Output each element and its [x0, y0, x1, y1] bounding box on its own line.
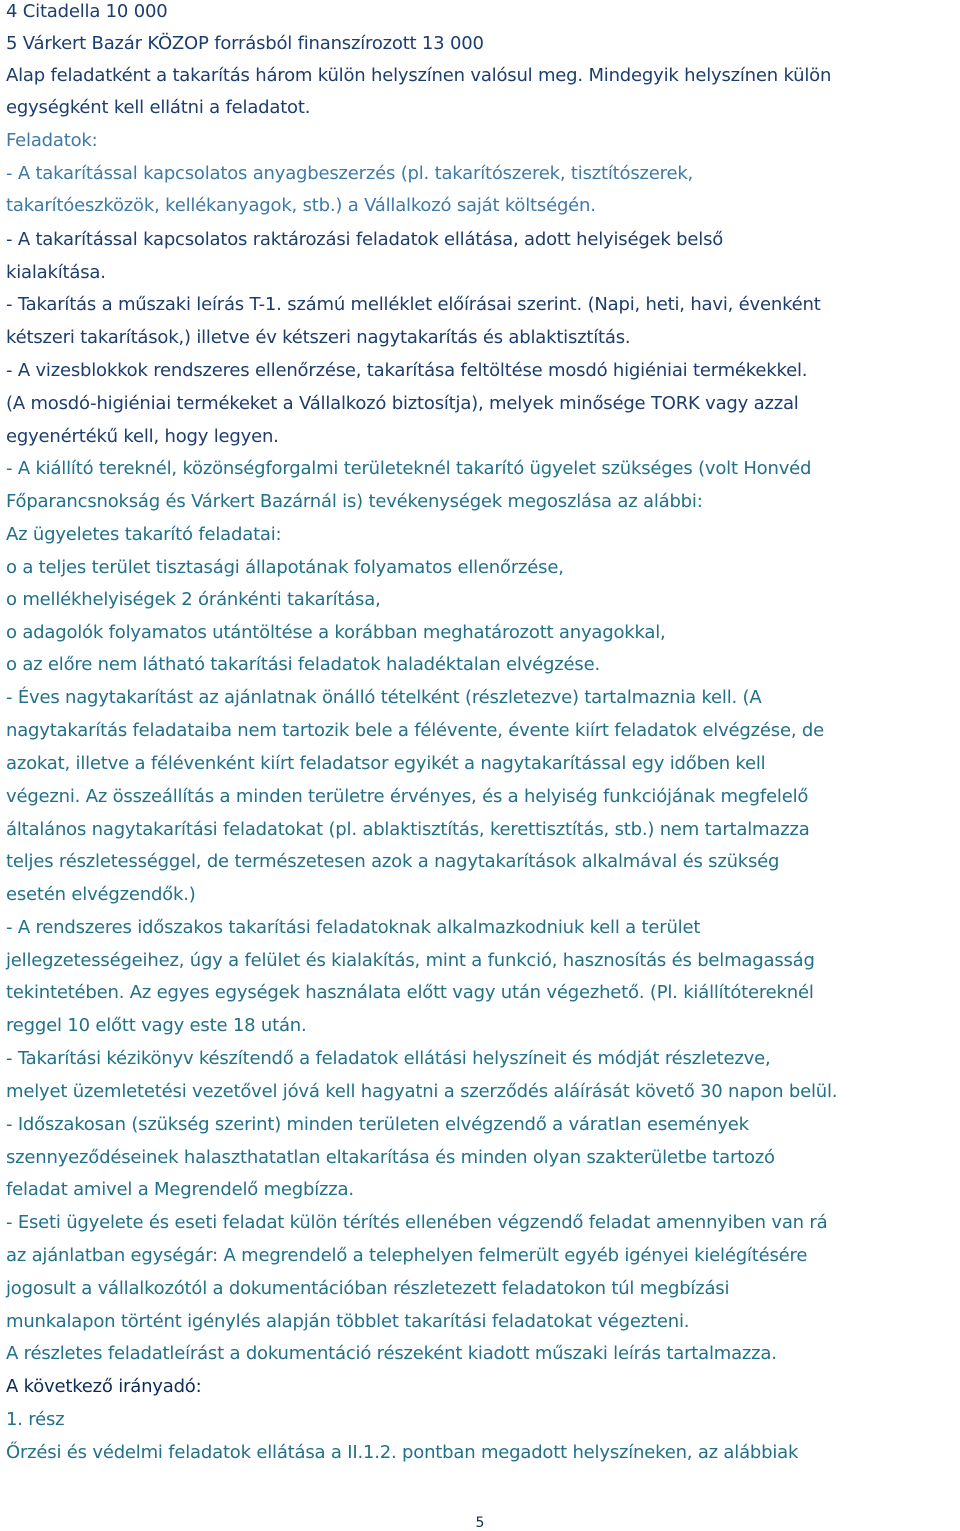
- text-line: takarítóeszközök, kellékanyagok, stb.) a Vállalkozó saját költségén.: [6, 195, 596, 216]
- text-line: melyet üzemletetési vezetővel jóvá kell hagyatni a szerződés aláírását követő 30 napon belül.: [6, 1081, 838, 1102]
- text-line: 4 Citadella 10 000: [6, 1, 168, 22]
- text-line: o az előre nem látható takarítási feladatok haladéktalan elvégzése.: [6, 654, 600, 675]
- text-line: nagytakarítás feladataiba nem tartozik bele a félévente, évente kiírt feladatok elvégzése, de: [6, 720, 824, 741]
- text-line: az ajánlatban egységár: A megrendelő a telephelyen felmerült egyéb igényei kielégítésére: [6, 1245, 808, 1266]
- text-line: reggel 10 előtt vagy este 18 után.: [6, 1015, 307, 1036]
- text-line: Őrzési és védelmi feladatok ellátása a II.1.2. pontban megadott helyszíneken, az alábbiak: [6, 1442, 799, 1463]
- text-line: 5 Várkert Bazár KÖZOP forrásból finanszírozott 13 000: [6, 33, 484, 54]
- text-line: o mellékhelyiségek 2 óránkénti takarítása,: [6, 589, 381, 610]
- text-line: (A mosdó-higiéniai termékeket a Vállalkozó biztosítja), melyek minősége TORK vagy azzal: [6, 393, 799, 414]
- text-line: - Takarítás a műszaki leírás T-1. számú melléklet előírásai szerint. (Napi, heti, havi, évenként: [6, 294, 821, 315]
- text-line: A következő irányadó:: [6, 1376, 202, 1397]
- text-line: - Takarítási kézikönyv készítendő a feladatok ellátási helyszíneit és módját részletezve,: [6, 1048, 771, 1069]
- text-line: - A vizesblokkok rendszeres ellenőrzése, takarítása feltöltése mosdó higiéniai termékekkel.: [6, 360, 808, 381]
- text-line: Az ügyeletes takarító feladatai:: [6, 524, 282, 545]
- text-line: végezni. Az összeállítás a minden területre érvényes, és a helyiség funkciójának megfelelő: [6, 786, 809, 807]
- text-line: általános nagytakarítási feladatokat (pl. ablaktisztítás, kerettisztítás, stb.) nem tartalmazza: [6, 819, 810, 840]
- text-line: esetén elvégzendők.): [6, 884, 196, 905]
- text-line: jogosult a vállalkozótól a dokumentációban részletezett feladatokon túl megbízási: [6, 1278, 730, 1299]
- text-line: A részletes feladatleírást a dokumentáció részeként kiadott műszaki leírás tartalmazza.: [6, 1343, 777, 1364]
- text-line: kialakítása.: [6, 262, 106, 283]
- text-line: Feladatok:: [6, 130, 98, 151]
- text-line: o adagolók folyamatos utántöltése a korábban meghatározott anyagokkal,: [6, 622, 666, 643]
- text-line: - A rendszeres időszakos takarítási feladatoknak alkalmazkodniuk kell a terület: [6, 917, 701, 938]
- text-line: - Eseti ügyelete és eseti feladat külön térítés ellenében végzendő feladat amennyiben van rá: [6, 1212, 828, 1233]
- text-line: teljes részletességgel, de természetesen azok a nagytakarítások alkalmával és szükség: [6, 851, 780, 872]
- text-line: munkalapon történt igénylés alapján többlet takarítási feladatokat végezteni.: [6, 1311, 690, 1332]
- text-line: Főparancsnokság és Várkert Bazárnál is) tevékenységek megoszlása az alábbi:: [6, 491, 703, 512]
- text-line: jellegzetességeihez, úgy a felület és kialakítás, mint a funkció, hasznosítás és belmagasság: [6, 950, 815, 971]
- page-number: 5: [475, 1515, 485, 1531]
- text-line: o a teljes terület tisztasági állapotának folyamatos ellenőrzése,: [6, 557, 564, 578]
- text-line: - Éves nagytakarítást az ajánlatnak önálló tételként (részletezve) tartalmaznia kell. (A: [6, 687, 762, 708]
- text-line: azokat, illetve a félévenként kiírt feladatsor egyikét a nagytakarítással egy időben kell: [6, 753, 766, 774]
- text-line: - A takarítással kapcsolatos raktározási feladatok ellátása, adott helyiségek belső: [6, 229, 724, 250]
- text-line: tekintetében. Az egyes egységek használata előtt vagy után végezhető. (Pl. kiállítótereknél: [6, 982, 814, 1003]
- text-line: szennyeződéseinek halaszthatatlan eltakarítása és minden olyan szakterületbe tartozó: [6, 1147, 775, 1168]
- text-line: egységként kell ellátni a feladatot.: [6, 97, 311, 118]
- text-line: 1. rész: [6, 1409, 65, 1430]
- text-line: Alap feladatként a takarítás három külön helyszínen valósul meg. Mindegyik helyszínen külön: [6, 65, 832, 86]
- text-line: feladat amivel a Megrendelő megbízza.: [6, 1179, 354, 1200]
- text-line: - A kiállító tereknél, közönségforgalmi területeknél takarító ügyelet szükséges (volt Honvéd: [6, 458, 812, 479]
- text-line: kétszeri takarítások,) illetve év kétszeri nagytakarítás és ablaktisztítás.: [6, 327, 631, 348]
- text-line: egyenértékű kell, hogy legyen.: [6, 426, 279, 447]
- text-line: - A takarítással kapcsolatos anyagbeszerzés (pl. takarítószerek, tisztítószerek,: [6, 163, 694, 184]
- text-line: - Időszakosan (szükség szerint) minden területen elvégzendő a váratlan események: [6, 1114, 749, 1135]
